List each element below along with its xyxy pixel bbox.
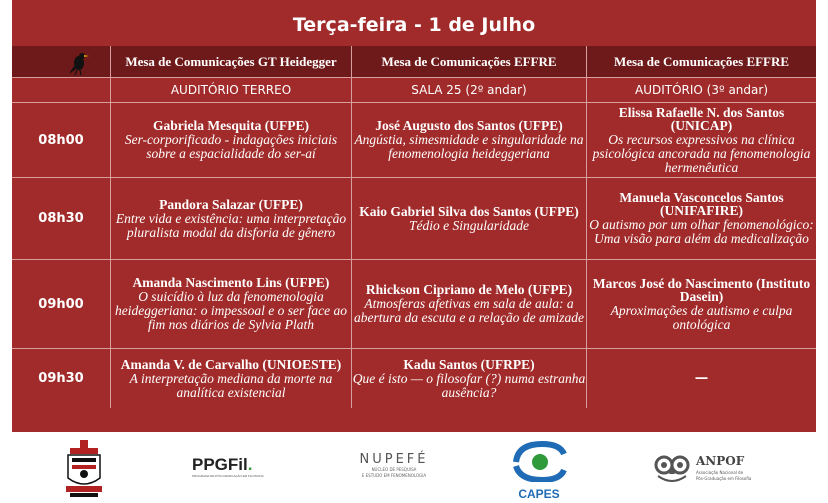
- ppgfil-dot-icon: .: [247, 455, 253, 474]
- column-header-3: Mesa de Comunicações EFFRE: [586, 46, 816, 77]
- time-slot: 09h00: [12, 259, 110, 348]
- capes-label: CAPES: [518, 487, 560, 501]
- nupefe-label: NUPEFÉ: [359, 452, 429, 467]
- session-cell: [586, 348, 816, 408]
- capes-logo: [508, 440, 570, 501]
- table-row: [12, 102, 816, 177]
- talk-title: Tédio e Singularidade: [409, 217, 529, 233]
- location-3: AUDITÓRIO (3º andar): [586, 77, 816, 102]
- nupefe-subtitle-2: E ESTUDO EM FENOMENOLOGIA: [361, 473, 427, 478]
- anpof-subtitle-2: Pós-Graduação em Filosofia: [696, 476, 752, 481]
- location-empty-cell: [12, 77, 110, 102]
- time-slot: 08h30: [12, 177, 110, 259]
- talk-title: Ser-corporificado - indagações iniciais sobre a espacialidade do ser-aí: [124, 132, 338, 161]
- ppgfil-label: PPGFil: [192, 455, 248, 474]
- talk-title: Aproximações de autismo e culpa ontológica: [610, 302, 793, 332]
- talk-title: Entre vida e existência: uma interpretação pluralista modal da disforia de gênero: [115, 210, 347, 240]
- time-slot: 09h30: [12, 348, 110, 408]
- location-2: SALA 25 (2º andar): [351, 77, 586, 102]
- presenter-name: Kadu Santos (UFRPE): [403, 356, 535, 372]
- schedule-panel: [12, 0, 816, 432]
- presenter-name: Rhickson Cipriano de Melo (UFPE): [365, 282, 573, 297]
- talk-title: O suicídio à luz da fenomenologia heideggeriana: o impessoal e o ser face ao fim nos diários de Sylvia Plath: [114, 289, 348, 332]
- time-slot: 08h00: [12, 102, 110, 177]
- anpof-label: ANPOF: [696, 454, 745, 468]
- presenter-name: —: [694, 370, 709, 386]
- logo-cell: [12, 46, 110, 77]
- ppgfil-logo: [192, 456, 282, 486]
- location-row: [12, 77, 816, 102]
- session-cell: [110, 102, 351, 177]
- blackbird-icon: [68, 50, 90, 76]
- talk-title: O autismo por um olhar fenomenológico: Uma visão para além da medicalização: [589, 217, 814, 246]
- location-1: AUDITÓRIO TERREO: [110, 77, 351, 102]
- table-row: [12, 259, 816, 348]
- ufpe-crest-icon: [64, 440, 104, 498]
- anpof-owl-icon: [652, 452, 692, 486]
- presenter-name: Amanda Nascimento Lins (UFPE): [132, 275, 330, 290]
- presenter-name: Amanda V. de Carvalho (UNIOESTE): [120, 356, 342, 372]
- session-cell: [110, 348, 351, 408]
- talk-title: A interpretação mediana da morte na analítica existencial: [129, 370, 333, 400]
- anpof-subtitle-1: Associação Nacional de: [696, 470, 744, 475]
- talk-title: Angústia, simesmidade e singularidade na fenomenologia heideggeriana: [354, 132, 584, 161]
- schedule-table: [12, 46, 816, 408]
- talk-title: Os recursos expressivos na clínica psicológica ancorada na fenomenologia hermenêutica: [592, 131, 811, 175]
- presenter-name: Pandora Salazar (UFPE): [159, 196, 303, 212]
- session-cell: [110, 177, 351, 259]
- ufpe-logo: [64, 440, 104, 498]
- presenter-name: Marcos José do Nascimento (Instituto Dasein): [592, 275, 811, 304]
- session-cell: [351, 348, 586, 408]
- presenter-name: Gabriela Mesquita (UFPE): [153, 118, 309, 133]
- capes-swirl-icon: [508, 440, 570, 482]
- page-title: Terça-feira - 1 de Julho: [292, 14, 536, 36]
- session-cell: [586, 177, 816, 259]
- column-header-1: Mesa de Comunicações GT Heidegger: [110, 46, 351, 77]
- nupefe-subtitle-1: NÚCLEO DE PESQUISA: [371, 467, 417, 472]
- presenter-name: Elissa Rafaelle N. dos Santos (UNICAP): [618, 104, 785, 133]
- session-cell: [586, 102, 816, 177]
- session-cell: [351, 259, 586, 348]
- anpof-logo: [652, 452, 764, 492]
- presenter-name: Manuela Vasconcelos Santos (UNIFAFIRE): [619, 190, 784, 218]
- ppgfil-subtitle: PROGRAMA DE PÓS-GRADUAÇÃO EM FILOSOFIA: [192, 474, 264, 478]
- presenter-name: José Augusto dos Santos (UFPE): [375, 118, 563, 133]
- nupefe-logo: [354, 452, 434, 486]
- table-row: [12, 348, 816, 408]
- session-cell: [110, 259, 351, 348]
- session-cell: [351, 177, 586, 259]
- sponsor-logos: [0, 432, 828, 502]
- table-header-row: [12, 46, 816, 77]
- column-header-2: Mesa de Comunicações EFFRE: [351, 46, 586, 77]
- table-row: [12, 177, 816, 259]
- talk-title: Atmosferas afetivas em sala de aula: a abertura da escuta e a relação de amizade: [353, 296, 585, 325]
- session-cell: [351, 102, 586, 177]
- presenter-name: Kaio Gabriel Silva dos Santos (UFPE): [359, 203, 579, 219]
- talk-title: Que é isto — o filosofar (?) numa estranha ausência?: [352, 370, 586, 400]
- session-cell: [586, 259, 816, 348]
